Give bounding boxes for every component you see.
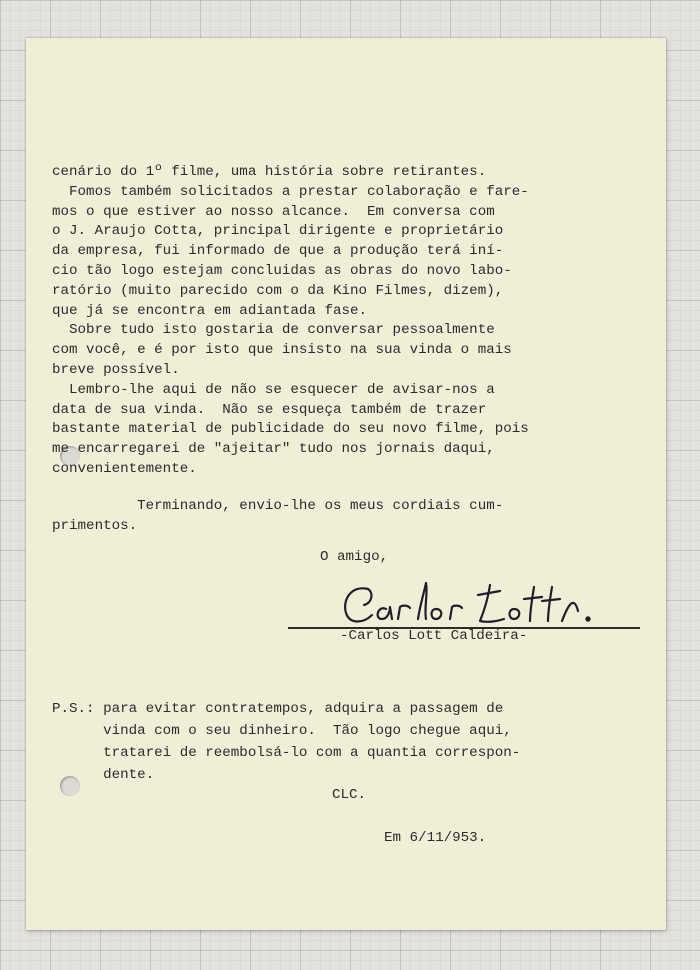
body-line: me encarregarei de "ajeitar" tudo nos jornais daqui, — [52, 441, 495, 458]
typed-name: -Carlos Lott Caldeira- — [340, 628, 528, 644]
postscript-line: dente. — [52, 767, 155, 783]
closing-line: primentos. — [52, 518, 138, 534]
body-line: bastante material de publicidade do seu novo filme, pois — [52, 421, 529, 438]
body-line: que já se encontra em adiantada fase. — [52, 302, 368, 319]
body-line: cio tão logo estejam concluidas as obras do novo labo- — [52, 263, 512, 279]
body-line: da empresa, fui informado de que a produção terá iní- — [52, 243, 504, 260]
body-line: cenário do 1º filme, uma história sobre retirantes. — [52, 164, 487, 180]
body-line: com você, e é por isto que insisto na sua vinda o mais — [52, 342, 512, 359]
handwritten-signature — [338, 575, 598, 635]
postscript-line: tratarei de reembolsá-lo com a quantia correspon- — [52, 745, 521, 761]
body-line: Lembro-lhe aqui de não se esquecer de avisar-nos a — [52, 381, 495, 398]
letter-date: Em 6/11/953. — [384, 830, 487, 846]
salutation: O amigo, — [320, 549, 389, 565]
body-line: o J. Araujo Cotta, principal dirigente e proprietário — [52, 223, 504, 240]
body-line: ratório (muito parecido com o da Kino Filmes, dizem), — [52, 282, 504, 299]
body-line: convenientemente. — [52, 461, 197, 477]
closing-line: Terminando, envio-lhe os meus cordiais cum- — [52, 498, 504, 514]
body-line: Sobre tudo isto gostaria de conversar pessoalmente — [52, 322, 495, 339]
body-line: Fomos também solicitados a prestar colaboração e fare- — [52, 183, 529, 200]
body-line: breve possível. — [52, 362, 180, 378]
postscript-line: P.S.: para evitar contratempos, adquira a passagem de — [52, 701, 504, 717]
initials: CLC. — [332, 787, 367, 803]
postscript-line: vinda com o seu dinheiro. Tão logo chegue aqui, — [52, 723, 512, 739]
body-line: mos o que estiver ao nosso alcance. Em conversa com — [52, 203, 495, 220]
body-line: data de sua vinda. Não se esqueça também de trazer — [52, 401, 487, 418]
